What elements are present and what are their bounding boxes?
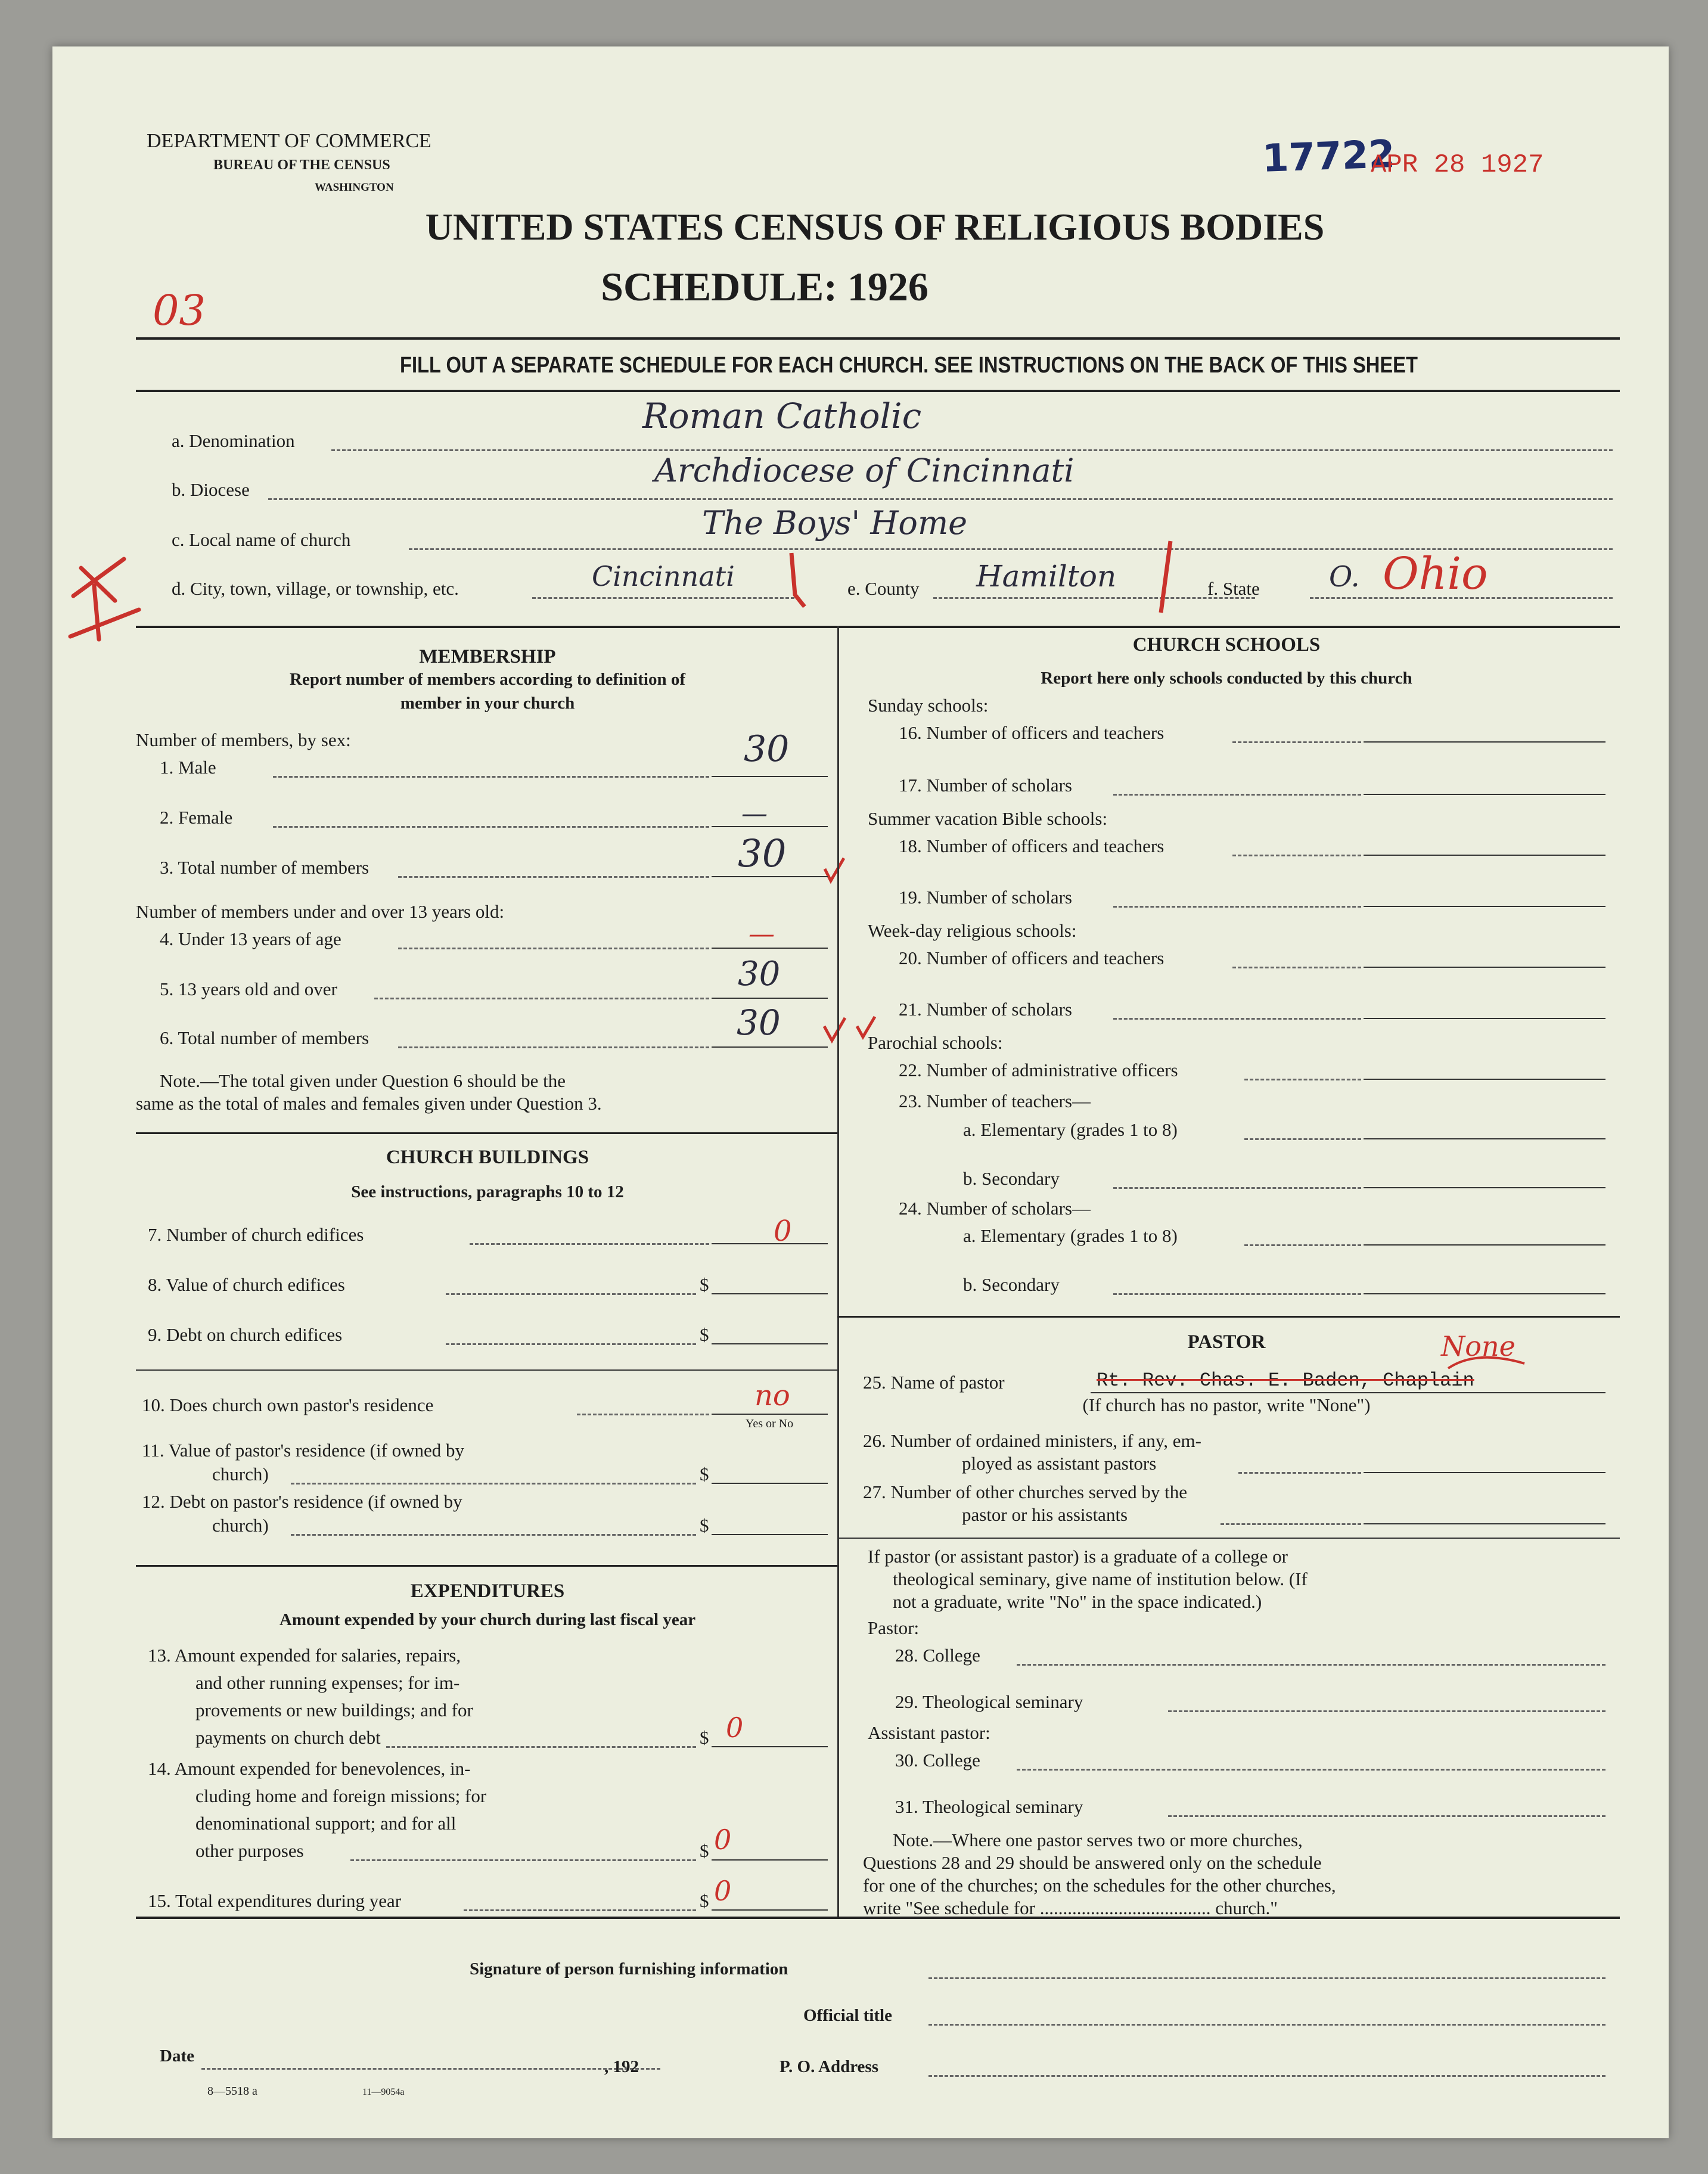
q22-label: 22. Number of administrative officers <box>899 1060 1178 1080</box>
schools-sub: Report here only schools conducted by this church <box>1041 669 1412 688</box>
q19-answer-line[interactable] <box>1364 906 1605 907</box>
membership-heading: MEMBERSHIP <box>419 646 556 667</box>
q12-answer-line[interactable] <box>712 1534 828 1535</box>
q25-label: 25. Name of pastor <box>863 1372 1005 1393</box>
age-heading: Number of members under and over 13 years old: <box>136 901 505 922</box>
q3-answer-line <box>712 876 828 877</box>
signature-line[interactable] <box>928 1977 1605 1979</box>
q1-field[interactable]: 30 <box>744 728 790 770</box>
q19-label: 19. Number of scholars <box>899 887 1072 908</box>
q11-answer-line[interactable] <box>712 1483 828 1484</box>
q11-dollar: $ <box>700 1464 709 1484</box>
q24a-label: a. Elementary (grades 1 to 8) <box>963 1225 1178 1246</box>
q4-label: 4. Under 13 years of age <box>160 928 341 949</box>
q22-leader <box>1244 1079 1361 1080</box>
q17-leader <box>1113 794 1361 796</box>
q5-leader <box>374 998 709 999</box>
q7-answer-line <box>712 1243 828 1244</box>
date-label: Date <box>160 2046 194 2066</box>
q3-label: 3. Total number of members <box>160 857 369 878</box>
q26-label-1: 26. Number of ordained ministers, if any, em- <box>863 1430 1201 1451</box>
summer-heading: Summer vacation Bible schools: <box>868 808 1108 829</box>
q28-line[interactable] <box>1017 1664 1605 1666</box>
q2-leader <box>273 826 709 828</box>
red-checkmarks <box>824 858 875 1041</box>
membership-note1: Note.—The total given under Question 6 should be the <box>160 1070 566 1091</box>
q8-dollar: $ <box>700 1274 709 1295</box>
stamp-number: 17722 <box>1261 132 1396 181</box>
by-sex-label: Number of members, by sex: <box>136 729 351 750</box>
q11-label-1: 11. Value of pastor's residence (if owned by <box>142 1440 465 1461</box>
assistant-sublabel: Assistant pastor: <box>868 1722 990 1743</box>
q13-line-2: and other running expenses; for im- <box>195 1672 460 1693</box>
sunday-heading: Sunday schools: <box>868 695 989 716</box>
buildings-heading: CHURCH BUILDINGS <box>386 1147 589 1168</box>
q20-answer-line[interactable] <box>1364 967 1605 968</box>
q11-leader <box>291 1483 696 1484</box>
pastor-mid-rule <box>837 1538 1620 1539</box>
q29-label: 29. Theological seminary <box>895 1691 1083 1712</box>
schedule-title: SCHEDULE: 1926 <box>601 264 928 309</box>
county-label: e. County <box>847 578 920 599</box>
q3-leader <box>398 876 709 878</box>
q23a-answer-line[interactable] <box>1364 1138 1605 1139</box>
stamp-date: APR 28 1927 <box>1371 150 1544 180</box>
graduate-note-2: theological seminary, give name of institution below. (If <box>893 1569 1308 1589</box>
state-field-original[interactable]: O. <box>1329 560 1360 594</box>
po-address-line[interactable] <box>928 2075 1605 2077</box>
membership-rule <box>136 1132 837 1134</box>
pastor-note-3: for one of the churches; on the schedules for the other churches, <box>863 1875 1336 1896</box>
q13-line-3: provements or new buildings; and for <box>195 1700 473 1720</box>
denomination-field[interactable]: Roman Catholic <box>642 396 922 436</box>
q16-leader <box>1232 741 1361 743</box>
parochial-heading: Parochial schools: <box>868 1032 1003 1053</box>
q7-label: 7. Number of church edifices <box>148 1224 364 1245</box>
q2-answer-line <box>712 826 828 827</box>
pastor-sublabel: Pastor: <box>868 1617 920 1638</box>
q6-field[interactable]: 30 <box>737 1002 781 1043</box>
q23b-answer-line[interactable] <box>1364 1187 1605 1188</box>
state-label: f. State <box>1207 578 1260 599</box>
q21-label: 21. Number of scholars <box>899 999 1072 1020</box>
q9-dollar: $ <box>700 1324 709 1345</box>
q14-dollar: $ <box>700 1840 709 1861</box>
q19-leader <box>1113 906 1361 908</box>
q4-field[interactable]: — <box>749 919 775 949</box>
q28-label: 28. College <box>895 1645 980 1666</box>
q14-line-1: 14. Amount expended for benevolences, in- <box>148 1758 471 1779</box>
weekday-heading: Week-day religious schools: <box>868 920 1077 941</box>
q12-label-1: 12. Debt on pastor's residence (if owned by <box>142 1491 462 1512</box>
official-title-line[interactable] <box>928 2024 1605 2026</box>
q26-label-2: ployed as assistant pastors <box>962 1453 1157 1474</box>
diocese-label: b. Diocese <box>172 479 250 500</box>
q7-leader <box>470 1243 709 1245</box>
census-schedule-sheet <box>52 46 1669 2138</box>
pastor-heading: PASTOR <box>1187 1331 1266 1353</box>
q6-label: 6. Total number of members <box>160 1027 369 1048</box>
po-address-label: P. O. Address <box>780 2057 878 2076</box>
q26-answer-line[interactable] <box>1364 1472 1605 1473</box>
bureau-label: BUREAU OF THE CENSUS <box>213 157 390 173</box>
official-title-label: Official title <box>803 2006 892 2025</box>
q13-dollar: $ <box>700 1727 709 1748</box>
q24a-leader <box>1244 1244 1361 1246</box>
q23b-leader <box>1113 1187 1361 1189</box>
q24b-leader <box>1113 1293 1361 1295</box>
q21-answer-line[interactable] <box>1364 1018 1605 1019</box>
q24b-label: b. Secondary <box>963 1274 1060 1295</box>
date-year: , 192 <box>604 2057 639 2076</box>
q6-leader <box>398 1046 709 1048</box>
membership-note2: same as the total of males and females given under Question 3. <box>136 1093 602 1114</box>
q15-leader <box>464 1909 696 1911</box>
q22-answer-line[interactable] <box>1364 1079 1605 1080</box>
q16-answer-line[interactable] <box>1364 741 1605 743</box>
q30-line[interactable] <box>1017 1769 1605 1771</box>
red-tick-city <box>791 553 805 607</box>
q9-answer-line[interactable] <box>712 1343 828 1344</box>
date-line[interactable] <box>201 2068 660 2070</box>
q14-line-3: denominational support; and for all <box>195 1813 456 1834</box>
q9-label: 9. Debt on church edifices <box>148 1324 343 1345</box>
buildings-sub: See instructions, paragraphs 10 to 12 <box>351 1182 624 1201</box>
q23b-label: b. Secondary <box>963 1168 1060 1189</box>
q15-answer-line <box>712 1909 828 1911</box>
form-number-1: 8—5518 a <box>207 2085 257 2098</box>
q2-label: 2. Female <box>160 807 233 828</box>
q23a-label: a. Elementary (grades 1 to 8) <box>963 1119 1178 1140</box>
q31-line[interactable] <box>1168 1815 1605 1817</box>
q13-leader <box>386 1746 696 1748</box>
q17-answer-line[interactable] <box>1364 794 1605 795</box>
graduate-note-3: not a graduate, write "No" in the space indicated.) <box>893 1591 1262 1612</box>
form-number-2: 11—9054a <box>362 2087 405 2097</box>
q1-answer-line <box>712 776 828 777</box>
q13-line-1: 13. Amount expended for salaries, repairs, <box>148 1645 461 1666</box>
footer-rule <box>136 1917 1620 1919</box>
expenditures-sub: Amount expended by your church during last fiscal year <box>279 1610 696 1629</box>
q24-label: 24. Number of scholars— <box>899 1198 1091 1219</box>
q29-line[interactable] <box>1168 1710 1605 1712</box>
q5-label: 5. 13 years old and over <box>160 979 337 999</box>
q10-hint: Yes or No <box>745 1417 794 1430</box>
department-label: DEPARTMENT OF COMMERCE <box>147 130 431 152</box>
local-name-label: c. Local name of church <box>172 529 351 550</box>
buildings-rule <box>136 1565 837 1567</box>
q14-answer-line <box>712 1859 828 1861</box>
buildings-mid-rule <box>136 1369 837 1371</box>
q21-leader <box>1113 1018 1361 1020</box>
q11-label-2: church) <box>212 1464 269 1484</box>
q6-answer-line <box>712 1046 828 1048</box>
membership-sub2: member in your church <box>400 694 575 713</box>
diocese-field[interactable]: Archdiocese of Cincinnati <box>654 452 1075 489</box>
membership-sub1: Report number of members according to definition of <box>290 670 685 689</box>
state-field-correction: Ohio <box>1383 548 1488 600</box>
q12-dollar: $ <box>700 1515 709 1536</box>
q17-label: 17. Number of scholars <box>899 775 1072 796</box>
red-tick-county <box>1161 541 1170 613</box>
q20-leader <box>1232 967 1361 968</box>
city-label: d. City, town, village, or township, etc. <box>172 578 459 599</box>
q23-label: 23. Number of teachers— <box>899 1091 1091 1111</box>
q16-label: 16. Number of officers and teachers <box>899 722 1164 743</box>
q25-field[interactable]: Rt. Rev. Chas. E. Baden, Chaplain <box>1097 1369 1474 1392</box>
q25-correction: None <box>1441 1330 1516 1362</box>
q27-leader <box>1221 1523 1361 1525</box>
identity-rule <box>136 626 1620 628</box>
q14-leader <box>350 1859 696 1861</box>
q15-field[interactable]: 0 <box>714 1875 732 1907</box>
signature-label: Signature of person furnishing information <box>470 1959 788 1979</box>
pastor-note-4: write "See schedule for ..................................... church." <box>863 1897 1278 1918</box>
q10-label: 10. Does church own pastor's residence <box>142 1395 434 1415</box>
city-label: WASHINGTON <box>315 181 394 194</box>
q9-leader <box>446 1343 696 1345</box>
local-name-field[interactable]: The Boys' Home <box>702 504 968 542</box>
expenditures-heading: EXPENDITURES <box>410 1580 565 1602</box>
county-field[interactable]: Hamilton <box>976 559 1117 594</box>
q10-answer-line <box>712 1414 828 1415</box>
denomination-label: a. Denomination <box>172 430 295 451</box>
q31-label: 31. Theological seminary <box>895 1796 1083 1817</box>
q5-answer-line <box>712 998 828 999</box>
handwritten-code: 03 <box>153 286 206 335</box>
q1-leader <box>273 776 709 778</box>
pastor-note-2: Questions 28 and 29 should be answered only on the schedule <box>863 1852 1322 1873</box>
pastor-note-1: Note.—Where one pastor serves two or more churches, <box>893 1830 1303 1850</box>
city-field[interactable]: Cincinnati <box>592 560 735 592</box>
q8-label: 8. Value of church edifices <box>148 1274 345 1295</box>
q24b-answer-line[interactable] <box>1364 1293 1605 1294</box>
schools-heading: CHURCH SCHOOLS <box>1132 634 1321 656</box>
q13-answer-line <box>712 1746 828 1747</box>
q13-line-4: payments on church debt <box>195 1727 381 1748</box>
column-divider <box>837 626 839 1917</box>
q5-field[interactable]: 30 <box>738 955 781 993</box>
q4-answer-line <box>712 948 828 949</box>
q10-field[interactable]: no <box>754 1379 790 1412</box>
q18-label: 18. Number of officers and teachers <box>899 836 1164 856</box>
q8-leader <box>446 1293 696 1295</box>
q27-label-1: 27. Number of other churches served by the <box>863 1482 1188 1502</box>
q26-leader <box>1238 1472 1361 1474</box>
q3-field[interactable]: 30 <box>738 832 787 876</box>
q13-field[interactable]: 0 <box>726 1712 744 1744</box>
q23a-leader <box>1244 1138 1361 1140</box>
q25-hint: (If church has no pastor, write "None") <box>1082 1395 1371 1415</box>
q14-field[interactable]: 0 <box>714 1824 732 1856</box>
q12-leader <box>291 1534 696 1536</box>
form-title: UNITED STATES CENSUS OF RELIGIOUS BODIES <box>425 206 1325 248</box>
q15-label: 15. Total expenditures during year <box>148 1890 402 1911</box>
red-corner-mark <box>70 559 139 639</box>
q7-field[interactable]: 0 <box>774 1215 792 1248</box>
q1-label: 1. Male <box>160 757 216 778</box>
graduate-note-1: If pastor (or assistant pastor) is a graduate of a college or <box>868 1546 1288 1567</box>
q24a-answer-line[interactable] <box>1364 1244 1605 1246</box>
q25-answer-line <box>1091 1392 1605 1393</box>
schools-rule <box>837 1316 1620 1318</box>
q18-answer-line[interactable] <box>1364 855 1605 856</box>
q30-label: 30. College <box>895 1750 980 1771</box>
q18-leader <box>1232 855 1361 856</box>
q2-field[interactable]: — <box>741 799 768 829</box>
q8-answer-line[interactable] <box>712 1293 828 1294</box>
q27-answer-line[interactable] <box>1364 1523 1605 1524</box>
q20-label: 20. Number of officers and teachers <box>899 948 1164 968</box>
q10-leader <box>577 1414 709 1415</box>
instruction-banner: FILL OUT A SEPARATE SCHEDULE FOR EACH CHURCH. SEE INSTRUCTIONS ON THE BACK OF THIS SHEET <box>400 353 1418 378</box>
q4-leader <box>398 948 709 949</box>
q14-line-2: cluding home and foreign missions; for <box>195 1785 487 1806</box>
q12-label-2: church) <box>212 1515 269 1536</box>
q14-line-4: other purposes <box>195 1840 304 1861</box>
q27-label-2: pastor or his assistants <box>962 1504 1128 1525</box>
q15-dollar: $ <box>700 1890 709 1911</box>
